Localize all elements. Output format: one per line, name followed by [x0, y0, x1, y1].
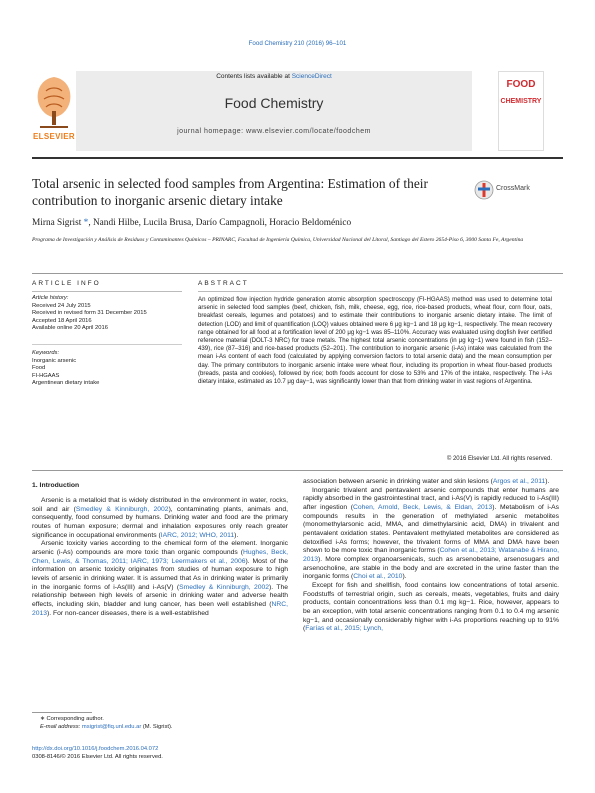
info-divider: [32, 273, 563, 274]
journal-citation[interactable]: Food Chemistry 210 (2016) 96–101: [248, 40, 347, 47]
paragraph: Arsenic toxicity varies according to the chemical form of the element. Inorganic arsenic (i-As) compounds are more toxic than organic compounds (Hughes, Beck, Chen, Lewis, & Thomas, 2011; IARC, 1973; Leermakers et al., 2006). Most of the information on arsenic toxicity originates from studies of human exposure to high levels of arsenic in drinking water. It is assumed that As in drinking water is primarily in the inorganic forms of i-As(III) and i-As(V) (Smedley & Kinniburgh, 2002). The relationship between high levels of arsenic in drinking water and adverse health effects, including skin, bladder and lung cancer, has been well established (NRC, 2013). For non-cancer diseases, there is a well-established: [32, 540, 288, 617]
email-line: E-mail address: msigrist@fiq.unl.edu.ar (M. Sigrist).: [40, 723, 173, 730]
journal-homepage[interactable]: journal homepage: www.elsevier.com/locate/foodchem: [177, 128, 371, 135]
contents-prefix: Contents lists available at: [216, 73, 292, 80]
author-first: Mirna Sigrist: [32, 218, 82, 228]
keywords-block: [32, 350, 192, 388]
author-rest: , Nandi Hilbe, Lucila Brusa, Darío Campagnoli, Horacio Beldoménico: [88, 218, 352, 228]
crossmark-label: CrossMark: [496, 185, 530, 192]
citation-link[interactable]: Hughes, Beck, Chen, Lewis, & Thomas, 2011; IARC, 1973; Leermakers et al., 2006: [32, 548, 288, 565]
paragraph: Except for fish and shellfish, food contains low concentrations of total arsenic. Foodstuffs of terrestrial origin, such as cereals, meats, vegetables, fruits and dairy products, contain concentrations less than 0.1 mg kg−1. Rice, however, appears to be an exception, with total arsenic concentrations ranging from 0.1 to 0.4 mg arsenic kg−1, and occasionally considerably higher with i-As proportions reaching up to 91% (Farías et al., 2015; Lynch,: [303, 581, 559, 633]
citation-link[interactable]: Choi et al., 2010: [353, 573, 403, 581]
elsevier-tree-logo: [32, 71, 76, 137]
body-right-column: [303, 478, 559, 634]
corresponding-author-note: ∗ Corresponding author.: [40, 716, 104, 722]
history-online: Available online 20 April 2016: [32, 325, 108, 332]
contents-line: [76, 73, 472, 80]
article-info-rule: [32, 291, 182, 292]
citation-link[interactable]: NRC, 2013: [32, 600, 288, 617]
elsevier-wordmark: ELSEVIER: [33, 132, 75, 141]
citation-link[interactable]: Argos et al., 2011: [492, 478, 546, 485]
keyword: Argentinean dietary intake: [32, 380, 100, 387]
header-divider: [32, 157, 563, 159]
sciencedirect-link[interactable]: ScienceDirect: [291, 73, 332, 80]
footnote-rule: [32, 712, 92, 713]
citation-link[interactable]: Cohen et al., 2013; Watanabe & Hirano, 2013: [303, 547, 560, 563]
paragraph: Arsenic is a metalloid that is widely distributed in the environment in water, rocks, soil and air (Smedley & Kinniburgh, 2002), contaminating plants, animals and, consequently, food consumed by humans. Drinking water and food are the primary routes of human exposure; dermal and inhalation exposures only reach greater significance in occupational environments (IARC, 2012; WHO, 2011).: [32, 497, 288, 539]
author-list: [32, 218, 532, 228]
citation-link[interactable]: Smedley & Kinniburgh, 2002: [75, 505, 169, 513]
body-left-column: [32, 497, 288, 618]
journal-header-box: [76, 71, 472, 151]
journal-name: Food Chemistry: [224, 95, 324, 111]
history-received: Received 24 July 2015: [32, 302, 91, 309]
article-title: Total arsenic in selected food samples from Argentina: Estimation of their contribution to inorganic arsenic dietary intake: [32, 176, 428, 208]
paragraph: Inorganic trivalent and pentavalent arsenic compounds that enter humans are rapidly absorbed in the gastrointestinal tract, and i-As(V) is rapidly reduced to i-As(III) after ingestion (Cohen, Arnold, Beck, Lewis, & Eldan, 2013). Metabolism of i-As compounds results in the generation of methylated arsenic metabolites (monomethylarsonic acid, MMA, and dimethylarsinic acid, DMA) in trivalent and pentavalent oxidation states. Pentavalent methylated metabolites are considered as detoxified i-As forms; however, the trivalent forms of MMA and DMA have been shown to be more toxic than inorganic forms (Cohen et al., 2013; Watanabe & Hirano, 2013). More complex organoarsenicals, such as arsenobetaine, arsenosugars and arsenocholine, are stable in the body and are excreted in the urine faster than the inorganic forms (Choi et al., 2010).: [303, 486, 560, 581]
keyword: Food: [32, 365, 46, 372]
email-link[interactable]: msigrist@fiq.unl.edu.ar: [81, 723, 142, 730]
journal-cover-image: [498, 71, 544, 151]
abstract-rule: [198, 291, 552, 292]
crossmark-icon: [474, 180, 494, 200]
citation-link[interactable]: Smedley & Kinniburgh, 2002: [179, 583, 270, 591]
history-revised: Received in revised form 31 December 2015: [32, 310, 147, 317]
article-history-label: Article history:: [32, 295, 69, 301]
keyword: Inorganic arsenic: [32, 357, 77, 364]
corresponding-author-mark[interactable]: *: [81, 218, 89, 228]
citation-link[interactable]: Cohen, Arnold, Beck, Lewis, & Eldan, 2013: [353, 503, 493, 511]
issn-line: 0308-8146/© 2016 Elsevier Ltd. All rights reserved.: [32, 754, 163, 760]
citation-link[interactable]: IARC, 2012; WHO, 2011: [160, 531, 235, 539]
abstract-copyright: © 2016 Elsevier Ltd. All rights reserved.: [446, 456, 552, 462]
history-accepted: Accepted 18 April 2016: [32, 317, 92, 324]
abstract-bottom-rule: [32, 470, 563, 471]
crossmark-badge[interactable]: [474, 180, 540, 200]
article-info-heading: ARTICLE INFO: [32, 280, 101, 287]
abstract-text: An optimized flow injection hydride generation atomic absorption spectroscopy (FI-HGAAS) method was used to determine total arsenic in selected food samples (beef, chicken, fish, milk, cheese, egg, rice, rice-based products, wheat flour, corn flour, oats, breakfast cereals, legumes and potatoes) and to estimate their contributions to inorganic arsenic dietary intake. The limit of detection (LOD) and limit of quantification (LOQ) values obtained were 6 μg kg−1 and 18 μg kg−1, respectively. The mean recovery range obtained for all food at a fortification level of 200 μg kg−1 was 85–110%. Accuracy was evaluated using dogfish liver certified reference material (DOLT-3 NRC) for trace metals. The highest total arsenic concentrations (in μg kg−1) were found in fish (152–439), rice (87–316) and rice-based products (52–201). The contribution to inorganic arsenic (i-As) intake was calculated from the mean i-As content of each food (calculated by applying conversion factors to total arsenic data) and the mean consumption per day. The primary contributors to inorganic arsenic intake were wheat flour, including its proportion in wheat flour-based products (breads, pasta and cookies), followed by rice; both foods account for close to 53% and 17% of the intake, respectively. The i-As dietary intake, estimated as 10.7 μg day−1, was significantly lower than that from drinking water in vast regions of Argentina.: [198, 296, 552, 386]
article-history: [32, 295, 192, 333]
keyword: FI-HGAAS: [32, 372, 60, 379]
doi-link[interactable]: http://dx.doi.org/10.1016/j.foodchem.2016.04.072: [32, 746, 159, 752]
citation-link[interactable]: Farías et al., 2015; Lynch,: [305, 625, 384, 633]
cover-title-chemistry: CHEMISTRY: [500, 98, 542, 105]
footnote: [40, 716, 290, 731]
keywords-label: Keywords:: [32, 350, 60, 356]
section-heading-introduction: 1. Introduction: [32, 482, 80, 489]
keywords-rule: [32, 344, 182, 345]
abstract-heading: ABSTRACT: [198, 280, 249, 287]
affiliation: Programa de Investigación y Análisis de Residuos y Contaminantes Químicos – PRINARC, Facultad de Ingeniería Química, Universidad Nacional del Litoral, Santiago del Estero 2654-Piso 6, 3000 Santa Fe, Argentina: [32, 237, 524, 243]
paragraph: association between arsenic in drinking water and skin lesions (Argos et al., 2011).: [303, 478, 550, 485]
cover-title-food: FOOD: [506, 79, 536, 90]
